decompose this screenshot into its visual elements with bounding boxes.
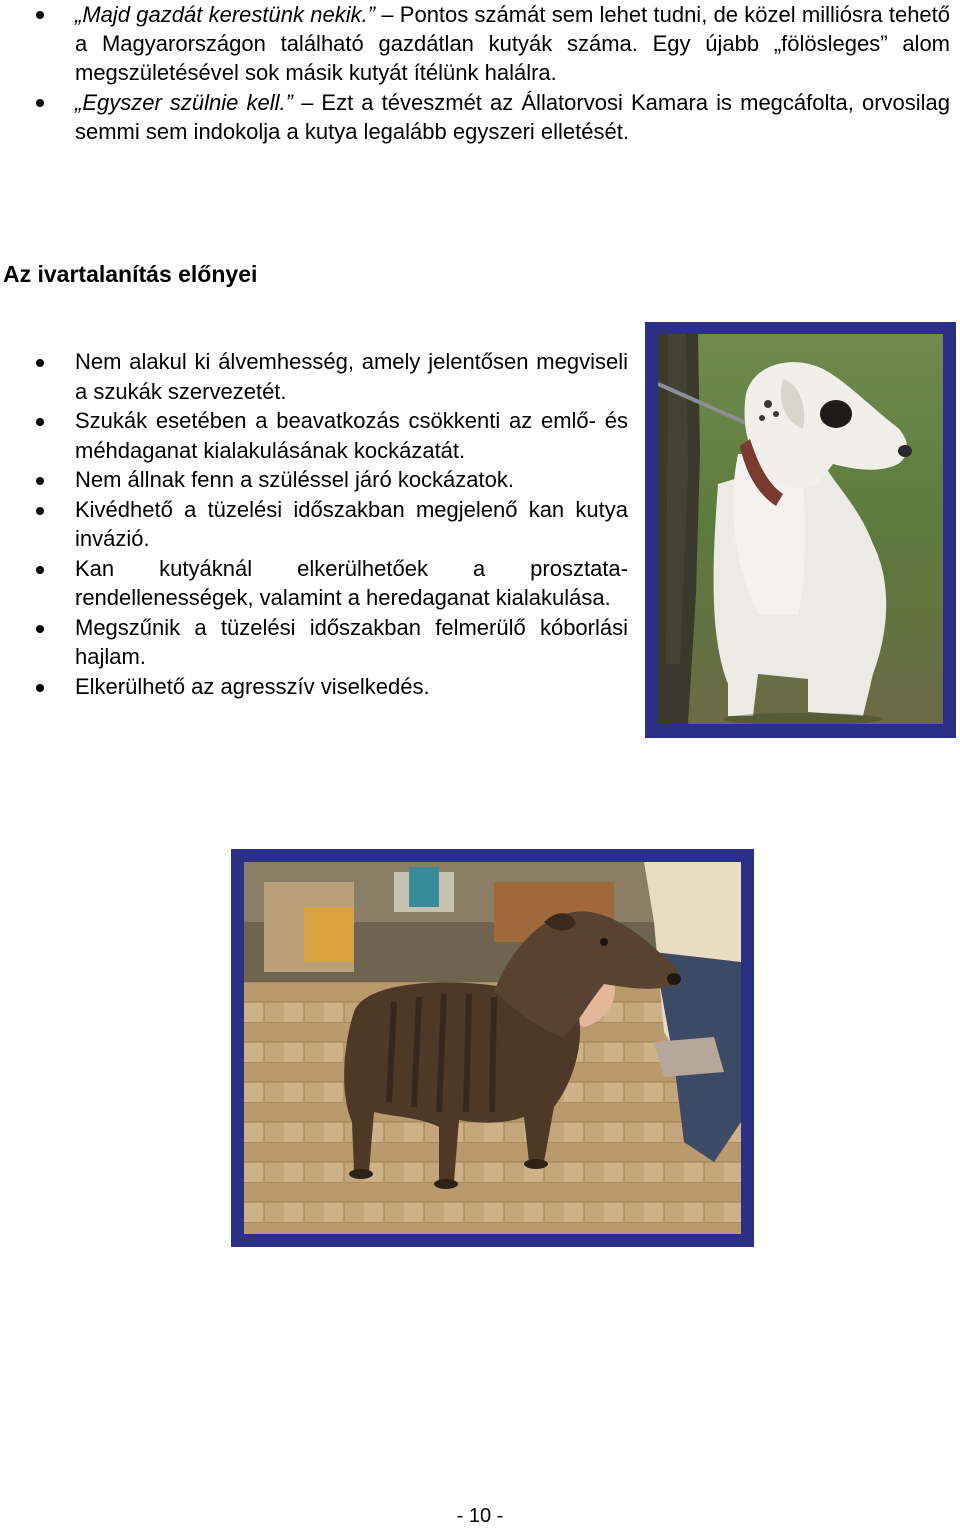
bullet-dot	[36, 566, 44, 574]
quoted-phrase: „Majd gazdát kerestünk nekik.”	[75, 2, 376, 27]
bullet-dot	[36, 11, 44, 19]
page-number: - 10 -	[456, 1505, 504, 1527]
benefit-text: Nem alakul ki álvemhesség, amely jelentősen megviseli a szukák szervezetét.	[75, 349, 628, 404]
bullet-dot	[36, 477, 44, 485]
brindle-dog-photo	[231, 849, 754, 1247]
benefit-text: Szukák esetében a beavatkozás csökkenti az emlő- és méhdaganat kialakulásának kockázatát.	[75, 408, 628, 463]
bullet-dot	[36, 684, 44, 692]
bullet-dot	[36, 625, 44, 633]
benefit-text: Elkerülhető az agresszív viselkedés.	[75, 673, 430, 699]
benefits-list	[0, 347, 628, 701]
benefit-item	[0, 406, 628, 465]
intro-bullet-list	[0, 0, 950, 146]
bullet-text: – Pontos számát sem lehet tudni, de közel milliósra tehető a Magyarországon található gazdátlan kutyák száma. Egy újabb „fölösleges” alom megszületésével sok másik kutyát ítélünk halálra.	[75, 2, 951, 85]
bullet-dot	[36, 418, 44, 426]
benefit-text: Kan kutyáknál elkerülhetőek a prosztata-rendellenességek, valamint a heredaganat kialakulása.	[75, 555, 628, 610]
benefit-text: Nem állnak fenn a szüléssel járó kockázatok.	[75, 467, 514, 492]
benefit-item	[0, 554, 628, 613]
bullet-dot	[36, 507, 44, 515]
white-dog-image	[658, 334, 943, 724]
benefit-text: Kivédhető a tüzelési időszakban megjelenő kan kutya invázió.	[75, 496, 628, 551]
bullet-dot	[36, 359, 44, 367]
quoted-phrase: „Egyszer szülnie kell.”	[75, 90, 293, 115]
brindle-dog-image	[244, 862, 741, 1234]
benefit-item	[0, 613, 628, 672]
section-heading: Az ivartalanítás előnyei	[3, 261, 258, 287]
benefit-item	[0, 465, 628, 495]
white-dog-photo	[645, 322, 956, 738]
benefit-item	[0, 672, 628, 702]
intro-bullet-item	[0, 0, 950, 87]
benefit-item	[0, 495, 628, 554]
intro-bullet-item	[0, 88, 950, 146]
bullet-dot	[36, 99, 44, 107]
benefit-item	[0, 347, 628, 406]
bullet-text: – Ezt a téveszmét az Állatorvosi Kamara is megcáfolta, orvosilag semmi sem indokolja a kutya legalább egyszeri elletését.	[75, 90, 950, 144]
benefit-text: Megszűnik a tüzelési időszakban felmerülő kóborlási hajlam.	[75, 614, 628, 669]
